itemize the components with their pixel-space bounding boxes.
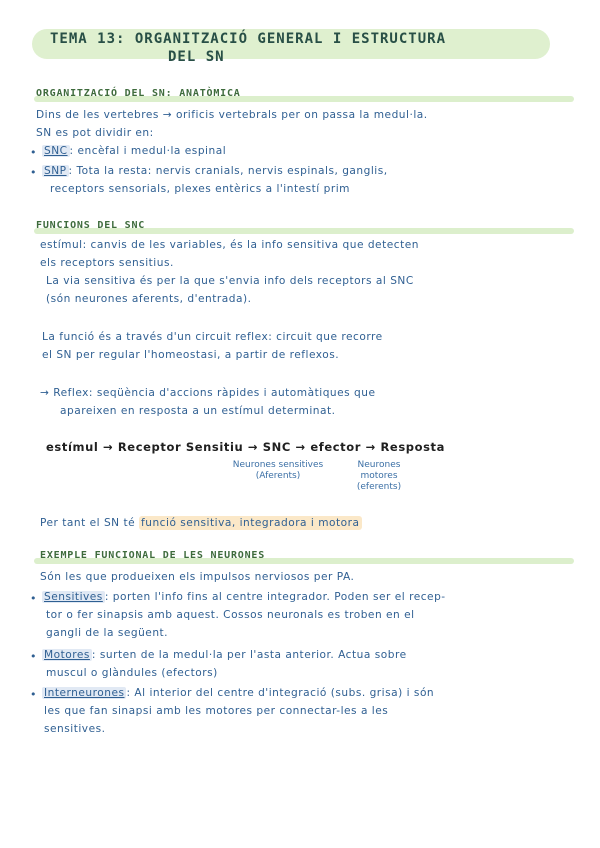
- page-title: [50, 30, 446, 66]
- summary-prefix: Per tant el SN té: [40, 517, 140, 529]
- snp-description-line-2: receptors sensorials, plexes entèrics a l'intestí prim: [50, 183, 350, 195]
- reflex-flow: estímul → Receptor Sensitiu → SNC → efector → Resposta: [46, 440, 445, 454]
- interneurons-term: Interneurones: [44, 687, 125, 699]
- interneurons-line-3: sensitives.: [44, 723, 106, 735]
- flow-label-motor: [344, 460, 414, 493]
- title-line-2: DEL SN: [168, 49, 225, 65]
- flow-label-motor-line-2: motores: [360, 471, 398, 481]
- flow-label-motor-line-3: (eferents): [356, 482, 402, 492]
- snc-description: : encèfal i medul·la espinal: [69, 145, 227, 157]
- stimulus-line-1: estímul: canvis de les variables, és la info sensitiva que detecten: [40, 239, 419, 251]
- interneurons-line-2: les que fan sinapsi amb les motores per connectar-les a les: [44, 705, 389, 717]
- section-1-line-2: SN es pot dividir en:: [36, 127, 154, 139]
- section-1-heading: ORGANITZACIÓ DEL SN: ANATÒMICA: [36, 88, 241, 99]
- section-2-heading: FUNCIONS DEL SNC: [36, 220, 146, 231]
- snp-term: SNP: [44, 165, 67, 177]
- snc-item: [42, 142, 226, 160]
- bullet-dot: •: [30, 650, 37, 663]
- stimulus-line-2: els receptors sensitius.: [40, 257, 174, 269]
- reflex-definition-line-1: → Reflex: seqüència d'accions ràpides i automàtiques que: [40, 387, 376, 399]
- reflex-circuit-line-2: el SN per regular l'homeostasi, a partir de reflexos.: [42, 349, 340, 361]
- flow-label-sensory-line-1: Neurones sensitives: [232, 460, 324, 470]
- sensory-neurons-line-1: : porten l'info fins al centre integrador. Poden ser el recep-: [104, 591, 446, 603]
- sensory-neurons-line-3: gangli de la següent.: [46, 627, 169, 639]
- section-1-line-1: Dins de les vertebres → orificis vertebrals per on passa la medul·la.: [36, 109, 428, 121]
- section-3-heading: EXEMPLE FUNCIONAL DE LES NEURONES: [40, 550, 266, 561]
- motor-neurons-line-2: muscul o glàndules (efectors): [46, 667, 218, 679]
- bullet-dot: •: [30, 166, 37, 179]
- sensory-path-line-2: (són neurones aferents, d'entrada).: [46, 293, 252, 305]
- snp-item: [42, 162, 388, 180]
- interneurons-item: [42, 684, 434, 702]
- sensory-neurons-item: [42, 588, 446, 606]
- snc-term: SNC: [44, 145, 68, 157]
- bullet-dot: •: [30, 146, 37, 159]
- reflex-definition-line-2: apareixen en resposta a un estímul determinat.: [60, 405, 336, 417]
- motor-neurons-term: Motores: [44, 649, 90, 661]
- interneurons-line-1: : Al interior del centre d'integració (subs. grisa) i són: [126, 687, 435, 699]
- motor-neurons-item: [42, 646, 407, 664]
- summary-line: [40, 514, 362, 532]
- summary-highlight: funció sensitiva, integradora i motora: [141, 517, 360, 529]
- flow-label-motor-line-1: Neurones: [357, 460, 401, 470]
- flow-label-sensory-line-2: (Aferents): [255, 471, 301, 481]
- reflex-circuit-line-1: La funció és a través d'un circuit reflex: circuit que recorre: [42, 331, 383, 343]
- sensory-path-line-1: La via sensitiva és per la que s'envia info dels receptors al SNC: [46, 275, 414, 287]
- snp-description: : Tota la resta: nervis cranials, nervis espinals, ganglis,: [68, 165, 388, 177]
- bullet-dot: •: [30, 688, 37, 701]
- bullet-dot: •: [30, 592, 37, 605]
- title-line-1: TEMA 13: ORGANITZACIÓ GENERAL I ESTRUCTURA: [50, 31, 447, 47]
- sensory-neurons-line-2: tor o fer sinapsis amb aquest. Cossos neuronals es troben en el: [46, 609, 415, 621]
- flow-label-sensory: [210, 460, 346, 482]
- neurons-intro: Són les que produeixen els impulsos nerviosos per PA.: [40, 571, 355, 583]
- sensory-neurons-term: Sensitives: [44, 591, 103, 603]
- motor-neurons-line-1: : surten de la medul·la per l'asta anterior. Actua sobre: [91, 649, 407, 661]
